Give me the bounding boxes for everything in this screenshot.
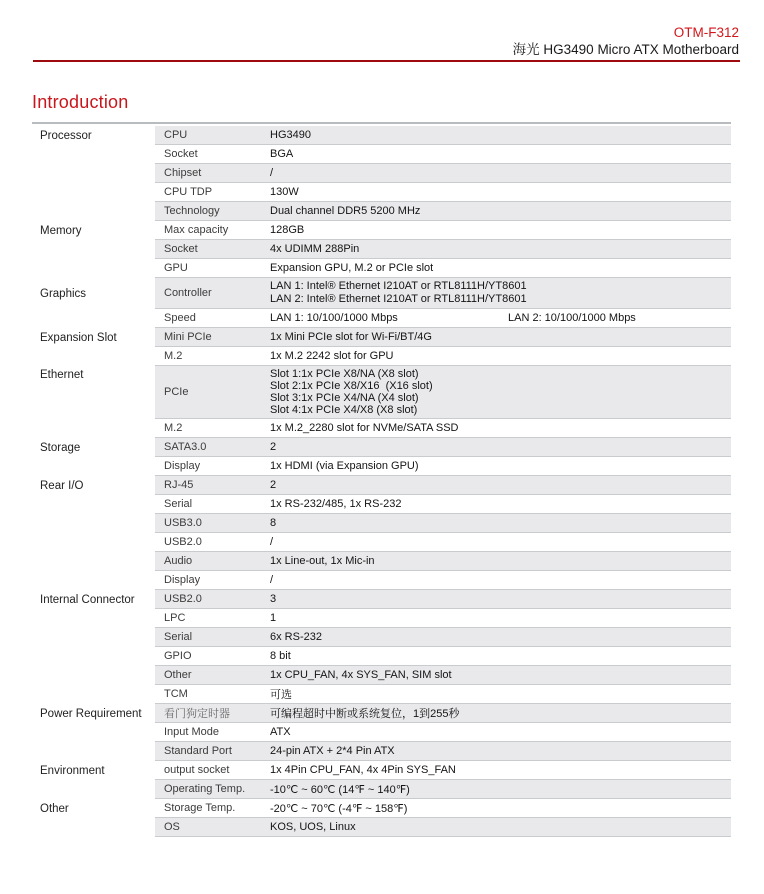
spec-key: Speed	[164, 312, 196, 324]
spec-value-cell	[270, 262, 731, 274]
spec-row-content	[155, 647, 731, 666]
spec-value-cell	[270, 441, 731, 453]
category-label: Internal Connector	[40, 593, 135, 606]
spec-row	[32, 818, 731, 837]
category-cell	[32, 818, 155, 837]
category-cell	[32, 183, 155, 202]
spec-row-content	[155, 366, 731, 419]
spec-value: HG3490	[270, 129, 311, 141]
category-cell	[32, 552, 155, 571]
spec-row-content	[155, 419, 731, 438]
spec-row-content	[155, 495, 731, 514]
category-cell	[32, 366, 155, 419]
spec-row	[32, 202, 731, 221]
spec-row-content	[155, 347, 731, 366]
category-cell	[32, 164, 155, 183]
spec-value-cell	[270, 243, 731, 255]
spec-row-content	[155, 126, 731, 145]
spec-value: KOS, UOS, Linux	[270, 821, 356, 833]
category-cell	[32, 309, 155, 328]
spec-row	[32, 164, 731, 183]
category-cell	[32, 590, 155, 609]
spec-value: 1x Mini PCIe slot for Wi-Fi/BT/4G	[270, 331, 432, 343]
category-cell	[32, 419, 155, 438]
category-cell	[32, 347, 155, 366]
spec-value-cell	[270, 764, 731, 776]
spec-value: 1x RS-232/485, 1x RS-232	[270, 498, 402, 510]
spec-row	[32, 647, 731, 666]
spec-value-cell	[270, 479, 731, 491]
spec-row-content	[155, 685, 731, 704]
spec-key: 看门狗定时器	[164, 708, 230, 720]
spec-row-content	[155, 278, 731, 309]
spec-value: /	[270, 574, 274, 586]
spec-key: USB2.0	[164, 593, 202, 605]
spec-value: 1x M.2 2242 slot for GPU	[270, 350, 394, 362]
spec-value-cell	[270, 686, 731, 702]
spec-row	[32, 799, 731, 818]
spec-row-content	[155, 780, 731, 799]
spec-value-line: LAN 2: Intel® Ethernet I210AT or RTL8111H/YT8601	[270, 293, 527, 305]
spec-row-content	[155, 221, 731, 240]
spec-row-content	[155, 202, 731, 221]
section-rule	[32, 122, 731, 124]
spec-row	[32, 476, 731, 495]
spec-row-content	[155, 761, 731, 780]
category-cell	[32, 685, 155, 704]
spec-row	[32, 552, 731, 571]
spec-key: Input Mode	[164, 726, 220, 738]
category-cell	[32, 571, 155, 590]
spec-value: 3	[270, 593, 277, 605]
spec-value-cell	[270, 802, 731, 815]
spec-key: Standard Port	[164, 745, 232, 757]
spec-key: CPU TDP	[164, 186, 213, 198]
spec-key: Operating Temp.	[164, 783, 246, 795]
category-cell	[32, 145, 155, 164]
spec-key: Storage Temp.	[164, 802, 236, 814]
spec-value: 1x CPU_FAN, 4x SYS_FAN, SIM slot	[270, 669, 452, 681]
spec-value-secondary: LAN 2: 10/100/1000 Mbps	[508, 312, 636, 324]
spec-key: CPU	[164, 129, 188, 141]
spec-key: SATA3.0	[164, 441, 207, 453]
spec-key: M.2	[164, 422, 183, 434]
spec-row-content	[155, 259, 731, 278]
spec-row	[32, 126, 731, 145]
spec-value-cell	[270, 205, 731, 217]
category-cell	[32, 742, 155, 761]
spec-key: Controller	[164, 287, 212, 299]
spec-value: 1x M.2_2280 slot for NVMe/SATA SSD	[270, 422, 459, 434]
spec-key: output socket	[164, 764, 230, 776]
spec-row-content	[155, 818, 731, 837]
model-number: OTM-F312	[673, 25, 739, 40]
spec-row	[32, 704, 731, 723]
page-header	[0, 0, 764, 58]
category-cell	[32, 278, 155, 309]
spec-row-content	[155, 145, 731, 164]
spec-row-content	[155, 609, 731, 628]
spec-row	[32, 495, 731, 514]
spec-value-cell	[270, 536, 731, 548]
spec-key: Other	[164, 669, 192, 681]
spec-row	[32, 590, 731, 609]
spec-value: Expansion GPU, M.2 or PCIe slot	[270, 262, 434, 274]
spec-value-cell	[270, 186, 731, 198]
spec-row-content	[155, 704, 731, 723]
spec-value: -20℃ ~ 70℃ (-4℉ ~ 158℉)	[270, 802, 408, 815]
spec-value-cell	[270, 517, 731, 529]
category-cell	[32, 457, 155, 476]
spec-key: Technology	[164, 205, 220, 217]
spec-row-content	[155, 457, 731, 476]
spec-row	[32, 278, 731, 309]
spec-value-cell	[270, 366, 731, 418]
spec-value-line: LAN 1: Intel® Ethernet I210AT or RTL8111H/YT8601	[270, 280, 527, 292]
spec-key: USB2.0	[164, 536, 202, 548]
spec-value: 2	[270, 479, 277, 491]
spec-value-line: Slot 3:1x PCIe X4/NA (X4 slot)	[270, 392, 419, 404]
spec-row	[32, 328, 731, 347]
spec-row-content	[155, 438, 731, 457]
spec-row-content	[155, 552, 731, 571]
spec-key: Display	[164, 574, 201, 586]
spec-row	[32, 259, 731, 278]
spec-value-line: Slot 4:1x PCIe X4/X8 (X8 slot)	[270, 404, 418, 416]
spec-value: 1	[270, 612, 277, 624]
spec-row	[32, 685, 731, 704]
spec-value: Dual channel DDR5 5200 MHz	[270, 205, 421, 217]
category-label: Expansion Slot	[40, 331, 117, 344]
category-label: Storage	[40, 441, 81, 454]
spec-row	[32, 514, 731, 533]
spec-row-content	[155, 590, 731, 609]
category-cell	[32, 609, 155, 628]
spec-value: 4x UDIMM 288Pin	[270, 243, 360, 255]
spec-key: RJ-45	[164, 479, 194, 491]
spec-table	[32, 126, 731, 837]
spec-value: 6x RS-232	[270, 631, 322, 643]
spec-key: Display	[164, 460, 201, 472]
spec-value: 24-pin ATX + 2*4 Pin ATX	[270, 745, 395, 757]
spec-value-cell	[270, 631, 731, 643]
spec-key: Max capacity	[164, 224, 229, 236]
category-cell	[32, 202, 155, 221]
spec-key: GPU	[164, 262, 188, 274]
spec-value: LAN 1: 10/100/1000 Mbps	[270, 312, 398, 324]
spec-row	[32, 571, 731, 590]
spec-value-cell	[270, 574, 731, 586]
category-cell	[32, 761, 155, 780]
spec-key: Chipset	[164, 167, 202, 179]
spec-row	[32, 457, 731, 476]
spec-value: 8 bit	[270, 650, 291, 662]
spec-value-cell	[270, 312, 731, 324]
category-label: Memory	[40, 224, 82, 237]
spec-value-line: Slot 2:1x PCIe X8/X16 (X16 slot)	[270, 380, 433, 392]
category-cell	[32, 704, 155, 723]
spec-row	[32, 666, 731, 685]
spec-value-cell	[270, 555, 731, 567]
spec-key: Audio	[164, 555, 193, 567]
spec-value-cell	[270, 350, 731, 362]
spec-row-content	[155, 723, 731, 742]
spec-key: PCIe	[164, 386, 189, 398]
page-title: Introduction	[32, 92, 129, 112]
category-label: Environment	[40, 764, 105, 777]
spec-row-content	[155, 514, 731, 533]
header-rule	[33, 60, 740, 62]
spec-value-cell	[270, 331, 731, 343]
category-cell	[32, 240, 155, 259]
spec-value: 1x 4Pin CPU_FAN, 4x 4Pin SYS_FAN	[270, 764, 456, 776]
category-label: Ethernet	[40, 369, 84, 381]
category-cell	[32, 628, 155, 647]
category-label: Rear I/O	[40, 479, 84, 492]
spec-row	[32, 240, 731, 259]
product-subtitle: 海光 HG3490 Micro ATX Motherboard	[512, 42, 739, 57]
spec-value-cell	[270, 650, 731, 662]
category-cell	[32, 514, 155, 533]
spec-value: BGA	[270, 148, 294, 160]
spec-value-cell	[270, 498, 731, 510]
spec-key: Socket	[164, 148, 198, 160]
spec-value: 1x Line-out, 1x Mic-in	[270, 555, 375, 567]
spec-value-cell	[270, 705, 731, 721]
spec-value-cell	[270, 167, 731, 179]
spec-row-content	[155, 240, 731, 259]
category-cell	[32, 438, 155, 457]
category-label: Power Requirement	[40, 707, 142, 720]
spec-row	[32, 742, 731, 761]
spec-value-cell	[270, 460, 731, 472]
spec-key: M.2	[164, 350, 183, 362]
spec-key: Mini PCIe	[164, 331, 212, 343]
spec-value-cell	[270, 726, 731, 738]
spec-row	[32, 221, 731, 240]
spec-value-cell	[270, 148, 731, 160]
category-cell	[32, 476, 155, 495]
spec-row-content	[155, 628, 731, 647]
spec-value-cell	[270, 593, 731, 605]
spec-key: Serial	[164, 498, 193, 510]
category-label: Graphics	[40, 287, 87, 300]
spec-value-cell	[270, 612, 731, 624]
spec-value-cell	[270, 422, 731, 434]
category-cell	[32, 328, 155, 347]
spec-value-line: Slot 1:1x PCIe X8/NA (X8 slot)	[270, 368, 419, 380]
spec-row-content	[155, 742, 731, 761]
spec-key: GPIO	[164, 650, 192, 662]
category-cell	[32, 221, 155, 240]
spec-value: ATX	[270, 726, 291, 738]
spec-row	[32, 780, 731, 799]
category-cell	[32, 780, 155, 799]
spec-row	[32, 628, 731, 647]
spec-row	[32, 366, 731, 419]
spec-key: USB3.0	[164, 517, 202, 529]
spec-row-content	[155, 328, 731, 347]
spec-key: Socket	[164, 243, 198, 255]
category-cell	[32, 533, 155, 552]
category-cell	[32, 723, 155, 742]
spec-row	[32, 761, 731, 780]
category-cell	[32, 666, 155, 685]
spec-row-content	[155, 571, 731, 590]
spec-row-content	[155, 476, 731, 495]
spec-value-cell	[270, 224, 731, 236]
spec-row-content	[155, 164, 731, 183]
spec-value: 2	[270, 441, 277, 453]
category-cell	[32, 126, 155, 145]
spec-row-content	[155, 183, 731, 202]
spec-value-cell	[270, 783, 731, 796]
spec-value: /	[270, 536, 274, 548]
category-cell	[32, 495, 155, 514]
spec-row	[32, 309, 731, 328]
spec-row	[32, 145, 731, 164]
spec-row-content	[155, 799, 731, 818]
spec-row	[32, 419, 731, 438]
spec-row	[32, 533, 731, 552]
spec-row	[32, 347, 731, 366]
spec-value: 可选	[270, 689, 292, 701]
spec-row-content	[155, 666, 731, 685]
spec-row-content	[155, 533, 731, 552]
spec-row	[32, 183, 731, 202]
spec-row	[32, 438, 731, 457]
category-label: Processor	[40, 129, 92, 142]
spec-value: 128GB	[270, 224, 305, 236]
spec-row-content	[155, 309, 731, 328]
spec-value-cell	[270, 821, 731, 833]
category-label: Other	[40, 802, 69, 815]
spec-key: Serial	[164, 631, 193, 643]
spec-value: 8	[270, 517, 277, 529]
spec-value-cell	[270, 278, 731, 308]
spec-value-cell	[270, 669, 731, 681]
category-cell	[32, 647, 155, 666]
spec-value: 1x HDMI (via Expansion GPU)	[270, 460, 419, 472]
spec-key: TCM	[164, 688, 188, 700]
spec-value: 可编程超时中断或系统复位，1到255秒	[270, 708, 460, 720]
spec-value-cell	[270, 745, 731, 757]
spec-row	[32, 723, 731, 742]
spec-value: -10℃ ~ 60℃ (14℉ ~ 140℉)	[270, 783, 410, 796]
spec-key: LPC	[164, 612, 186, 624]
spec-row	[32, 609, 731, 628]
category-cell	[32, 259, 155, 278]
spec-value-cell	[270, 129, 731, 141]
spec-value: /	[270, 167, 274, 179]
spec-value: 130W	[270, 186, 299, 198]
spec-key: OS	[164, 821, 180, 833]
category-cell	[32, 799, 155, 818]
